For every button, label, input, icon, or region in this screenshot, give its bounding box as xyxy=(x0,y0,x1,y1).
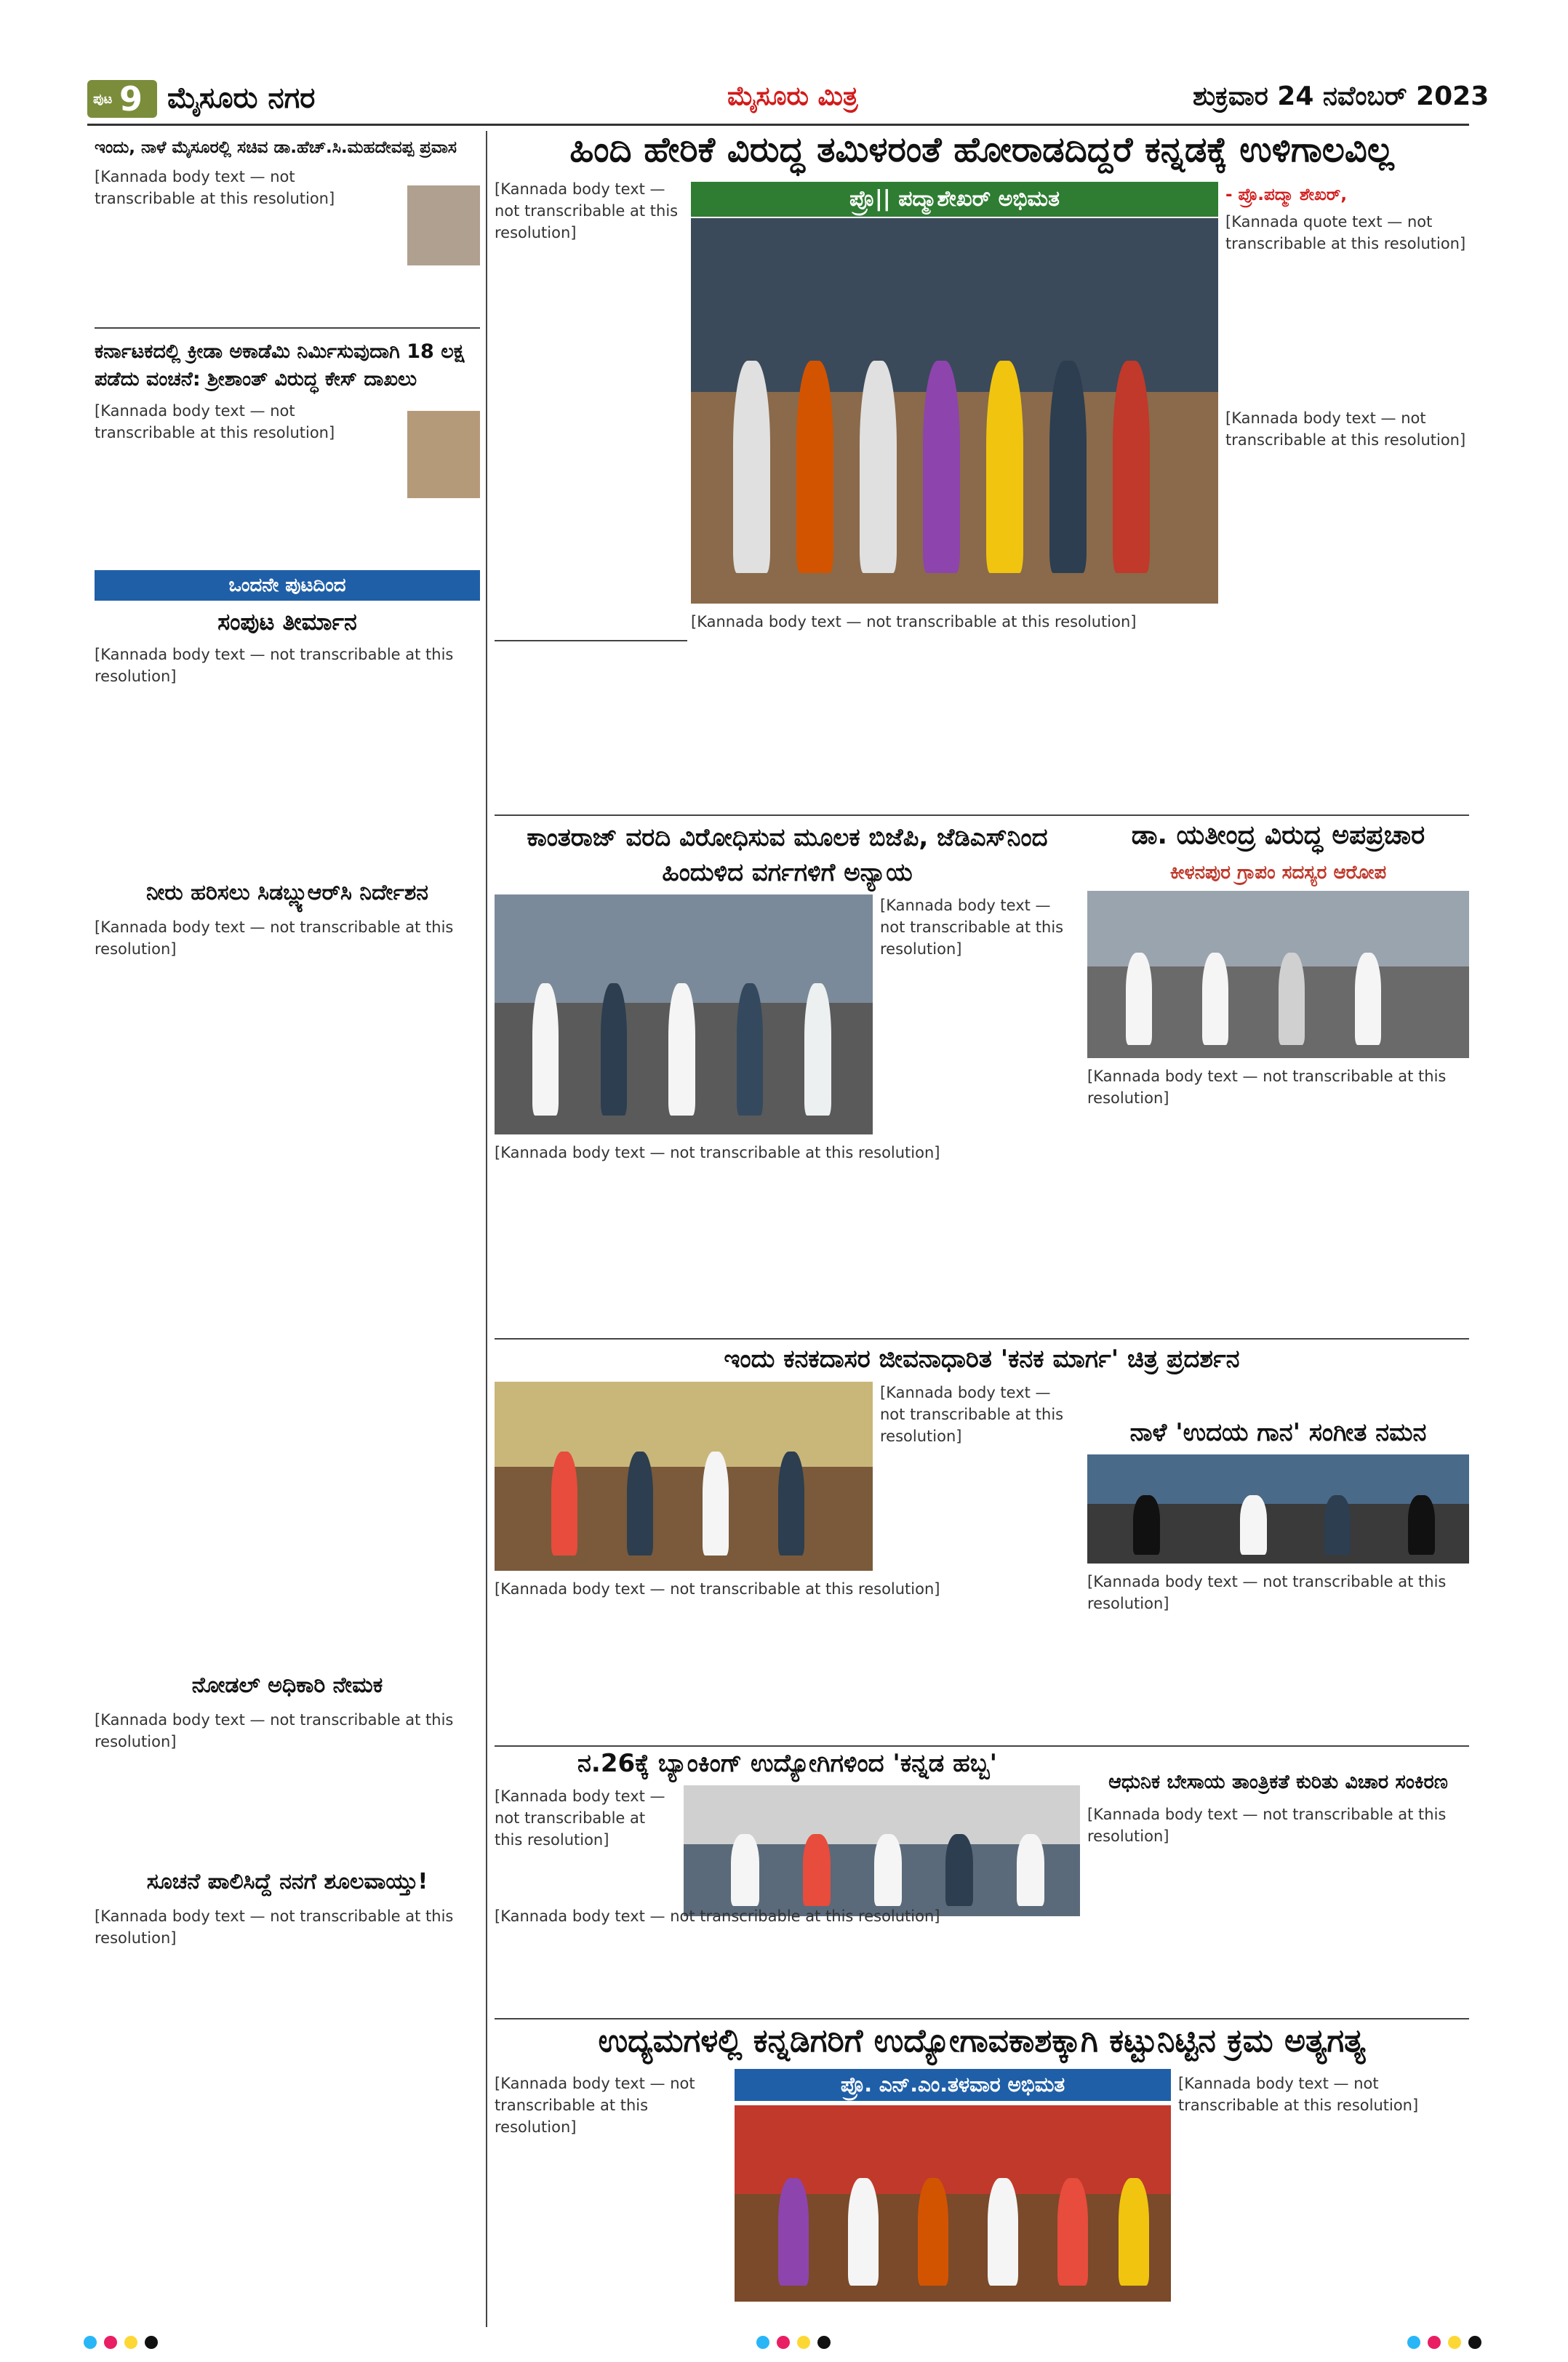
headline-industry: ಉದ್ಯಮಗಳಲ್ಲಿ ಕನ್ನಡಿಗರಿಗೆ ಉದ್ಯೋಗಾವಕಾಶಕ್ಕಾಗಿ ಕಟ್ಟುನಿಟ್ಟಿನ ಕ್ರಮ ಅತ್ಯಗತ್ಯ xyxy=(598,2022,1366,2059)
body-kanaka: [Kannada body text — not transcribable at this resolution] xyxy=(495,1580,940,1598)
body-minister-visit: [Kannada body text — not transcribable at this resolution] xyxy=(95,168,335,207)
lead-headline: ಹಿಂದಿ ಹೇರಿಕೆ ವಿರುದ್ಧ ತಮಿಳರಂತೆ ಹೋರಾಡದಿದ್ದರೆ ಕನ್ನಡಕ್ಕೆ ಉಳಿಗಾಲವಿಲ್ಲ xyxy=(569,129,1394,170)
rule xyxy=(495,814,1469,816)
body-udaya-gaana: [Kannada body text — not transcribable at this resolution] xyxy=(1087,1573,1447,1612)
body-kanaka-right: [Kannada body text — not transcribable at this resolution] xyxy=(880,1384,1064,1445)
body-banking: [Kannada body text — not transcribable at this resolution] xyxy=(495,1907,940,1925)
body-nodal-officer: [Kannada body text — not transcribable at this resolution] xyxy=(95,1711,454,1750)
registration-marks-center xyxy=(756,2336,838,2352)
body-instruction: [Kannada body text — not transcribable at this resolution] xyxy=(95,1907,454,1947)
registration-marks-right xyxy=(1407,2336,1489,2352)
headline-cwrc: ನೀರು ಹರಿಸಲು ಸಿಡಬ್ಲ್ಯುಆರ್‌ಸಿ ನಿರ್ದೇಶನ xyxy=(145,880,428,905)
lead-body-cols: [Kannada body text — not transcribable at this resolution] xyxy=(691,613,1137,630)
body-kanthraj-right: [Kannada body text — not transcribable at this resolution] xyxy=(880,897,1064,958)
page-number: 9 xyxy=(119,79,143,119)
industry-photo xyxy=(735,2105,1171,2302)
headline-cabinet: ಸಂಪುಟ ತೀರ್ಮಾನ xyxy=(217,608,357,636)
body-banking-left: [Kannada body text — not transcribable at this resolution] xyxy=(495,1787,665,1849)
headline-minister-visit: ಇಂದು, ನಾಳೆ ಮೈಸೂರಲ್ಲಿ ಸಚಿವ ಡಾ.ಹೆಚ್.ಸಿ.ಮಹದೇವಪ್ಪ ಪ್ರವಾಸ xyxy=(95,138,457,157)
headline-instruction: ಸೂಚನೆ ಪಾಲಿಸಿದ್ದೆ ನನಗೆ ಶೂಲವಾಯ್ತು! xyxy=(146,1869,428,1894)
sreesanth-photo xyxy=(407,411,480,498)
rule xyxy=(495,1338,1469,1340)
udaya-photo xyxy=(1087,1454,1469,1564)
minister-photo xyxy=(407,185,480,265)
body-yathindra: [Kannada body text — not transcribable at this resolution] xyxy=(1087,1068,1447,1107)
lead-quote-attrib: - ಪ್ರೊ.ಪದ್ಮಾ ಶೇಖರ್, xyxy=(1225,185,1348,204)
body-industry-right: [Kannada body text — not transcribable at this resolution] xyxy=(1178,2075,1419,2114)
body-kanthraj: [Kannada body text — not transcribable at this resolution] xyxy=(495,1144,940,1161)
body-industry-left: [Kannada body text — not transcribable at this resolution] xyxy=(495,2075,695,2136)
yathindra-photo xyxy=(1087,891,1469,1058)
rule xyxy=(495,2018,1469,2019)
kanaka-photo xyxy=(495,1382,873,1571)
body-farming: [Kannada body text — not transcribable at this resolution] xyxy=(1087,1806,1447,1845)
body-sreesanth: [Kannada body text — not transcribable at this resolution] xyxy=(95,402,335,441)
headline-nodal-officer: ನೋಡಲ್ ಅಧಿಕಾರಿ ನೇಮಕ xyxy=(191,1673,383,1698)
headline-banking: ನ.26ಕ್ಕೆ ಬ್ಯಾಂಕಿಂಗ್ ಉದ್ಯೋಗಿಗಳಿಂದ 'ಕನ್ನಡ ಹಬ್ಬ' xyxy=(577,1749,997,1778)
headline-yathindra: ಡಾ. ಯತೀಂದ್ರ ವಿರುದ್ಧ ಅಪಪ್ರಚಾರ xyxy=(1131,820,1425,850)
headline-kanthraj: ಕಾಂತರಾಜ್ ವರದಿ ವಿರೋಧಿಸುವ ಮೂಲಕ ಬಿಜೆಪಿ, ಜೆಡಿಎಸ್‌ನಿಂದ ಹಿಂದುಳಿದ ವರ್ಗಗಳಿಗೆ ಅನ್ಯಾಯ xyxy=(527,823,1048,887)
paper-name: ಮೈಸೂರು ಮಿತ್ರ xyxy=(727,81,858,111)
body-cabinet: [Kannada body text — not transcribable at this resolution] xyxy=(95,646,454,685)
rule xyxy=(495,640,687,641)
headline-kanaka: ಇಂದು ಕನಕದಾಸರ ಜೀವನಾಧಾರಿತ 'ಕನಕ ಮಾರ್ಗ' ಚಿತ್ರ ಪ್ರದರ್ಶನ xyxy=(724,1345,1240,1374)
headline-udaya-gaana: ನಾಳೆ 'ಉದಯ ಗಾನ' ಸಂಗೀತ ನಮನ xyxy=(1129,1418,1427,1447)
rule xyxy=(495,1745,1469,1747)
continued-band: ಒಂದನೇ ಪುಟದಿಂದ xyxy=(95,570,480,601)
column-divider xyxy=(486,131,487,2327)
headline-farming: ಆಧುನಿಕ ಬೇಸಾಯ ತಾಂತ್ರಿಕತೆ ಕುರಿತು ವಿಚಾರ ಸಂಕಿರಣ xyxy=(1108,1771,1448,1793)
issue-date: ಶುಕ್ರವಾರ 24 ನವೆಂಬರ್ 2023 xyxy=(1193,81,1489,111)
section-title: ಮೈಸೂರು ನಗರ xyxy=(167,81,316,115)
page-number-box xyxy=(87,80,157,118)
lead-band: ಪ್ರೊ|| ಪದ್ಮಾಶೇಖರ್ ಅಭಿಮತ xyxy=(691,182,1218,217)
masthead-rule xyxy=(87,124,1469,126)
body-cwrc: [Kannada body text — not transcribable at this resolution] xyxy=(95,918,454,958)
lead-photo xyxy=(691,218,1218,604)
rule xyxy=(95,327,480,329)
industry-band: ಪ್ರೊ. ಎನ್.ಎಂ.ತಳವಾರ ಅಭಿಮತ xyxy=(735,2069,1171,2101)
lead-quote-body: [Kannada quote text — not transcribable at this resolution] xyxy=(1225,213,1466,252)
registration-marks-left xyxy=(84,2336,165,2352)
lead-body-right: [Kannada body text — not transcribable at this resolution] xyxy=(1225,409,1466,449)
yathindra-band: ಕೀಳನಪುರ ಗ್ರಾಪಂ ಸದಸ್ಯರ ಆರೋಪ xyxy=(1169,862,1387,884)
page-label: ಪುಟ xyxy=(93,92,113,107)
kanthraj-photo xyxy=(495,894,873,1134)
banking-photo xyxy=(684,1785,1080,1916)
lead-body-col1: [Kannada body text — not transcribable at this resolution] xyxy=(495,180,679,241)
headline-sreesanth: ಕರ್ನಾಟಕದಲ್ಲಿ ಕ್ರೀಡಾ ಅಕಾಡೆಮಿ ನಿರ್ಮಿಸುವುದಾಗಿ 18 ಲಕ್ಷ ಪಡೆದು ವಂಚನೆ: ಶ್ರೀಶಾಂತ್ ವಿರುದ್ಧ ಕೇಸ್ ದಾಖಲು xyxy=(95,340,465,391)
